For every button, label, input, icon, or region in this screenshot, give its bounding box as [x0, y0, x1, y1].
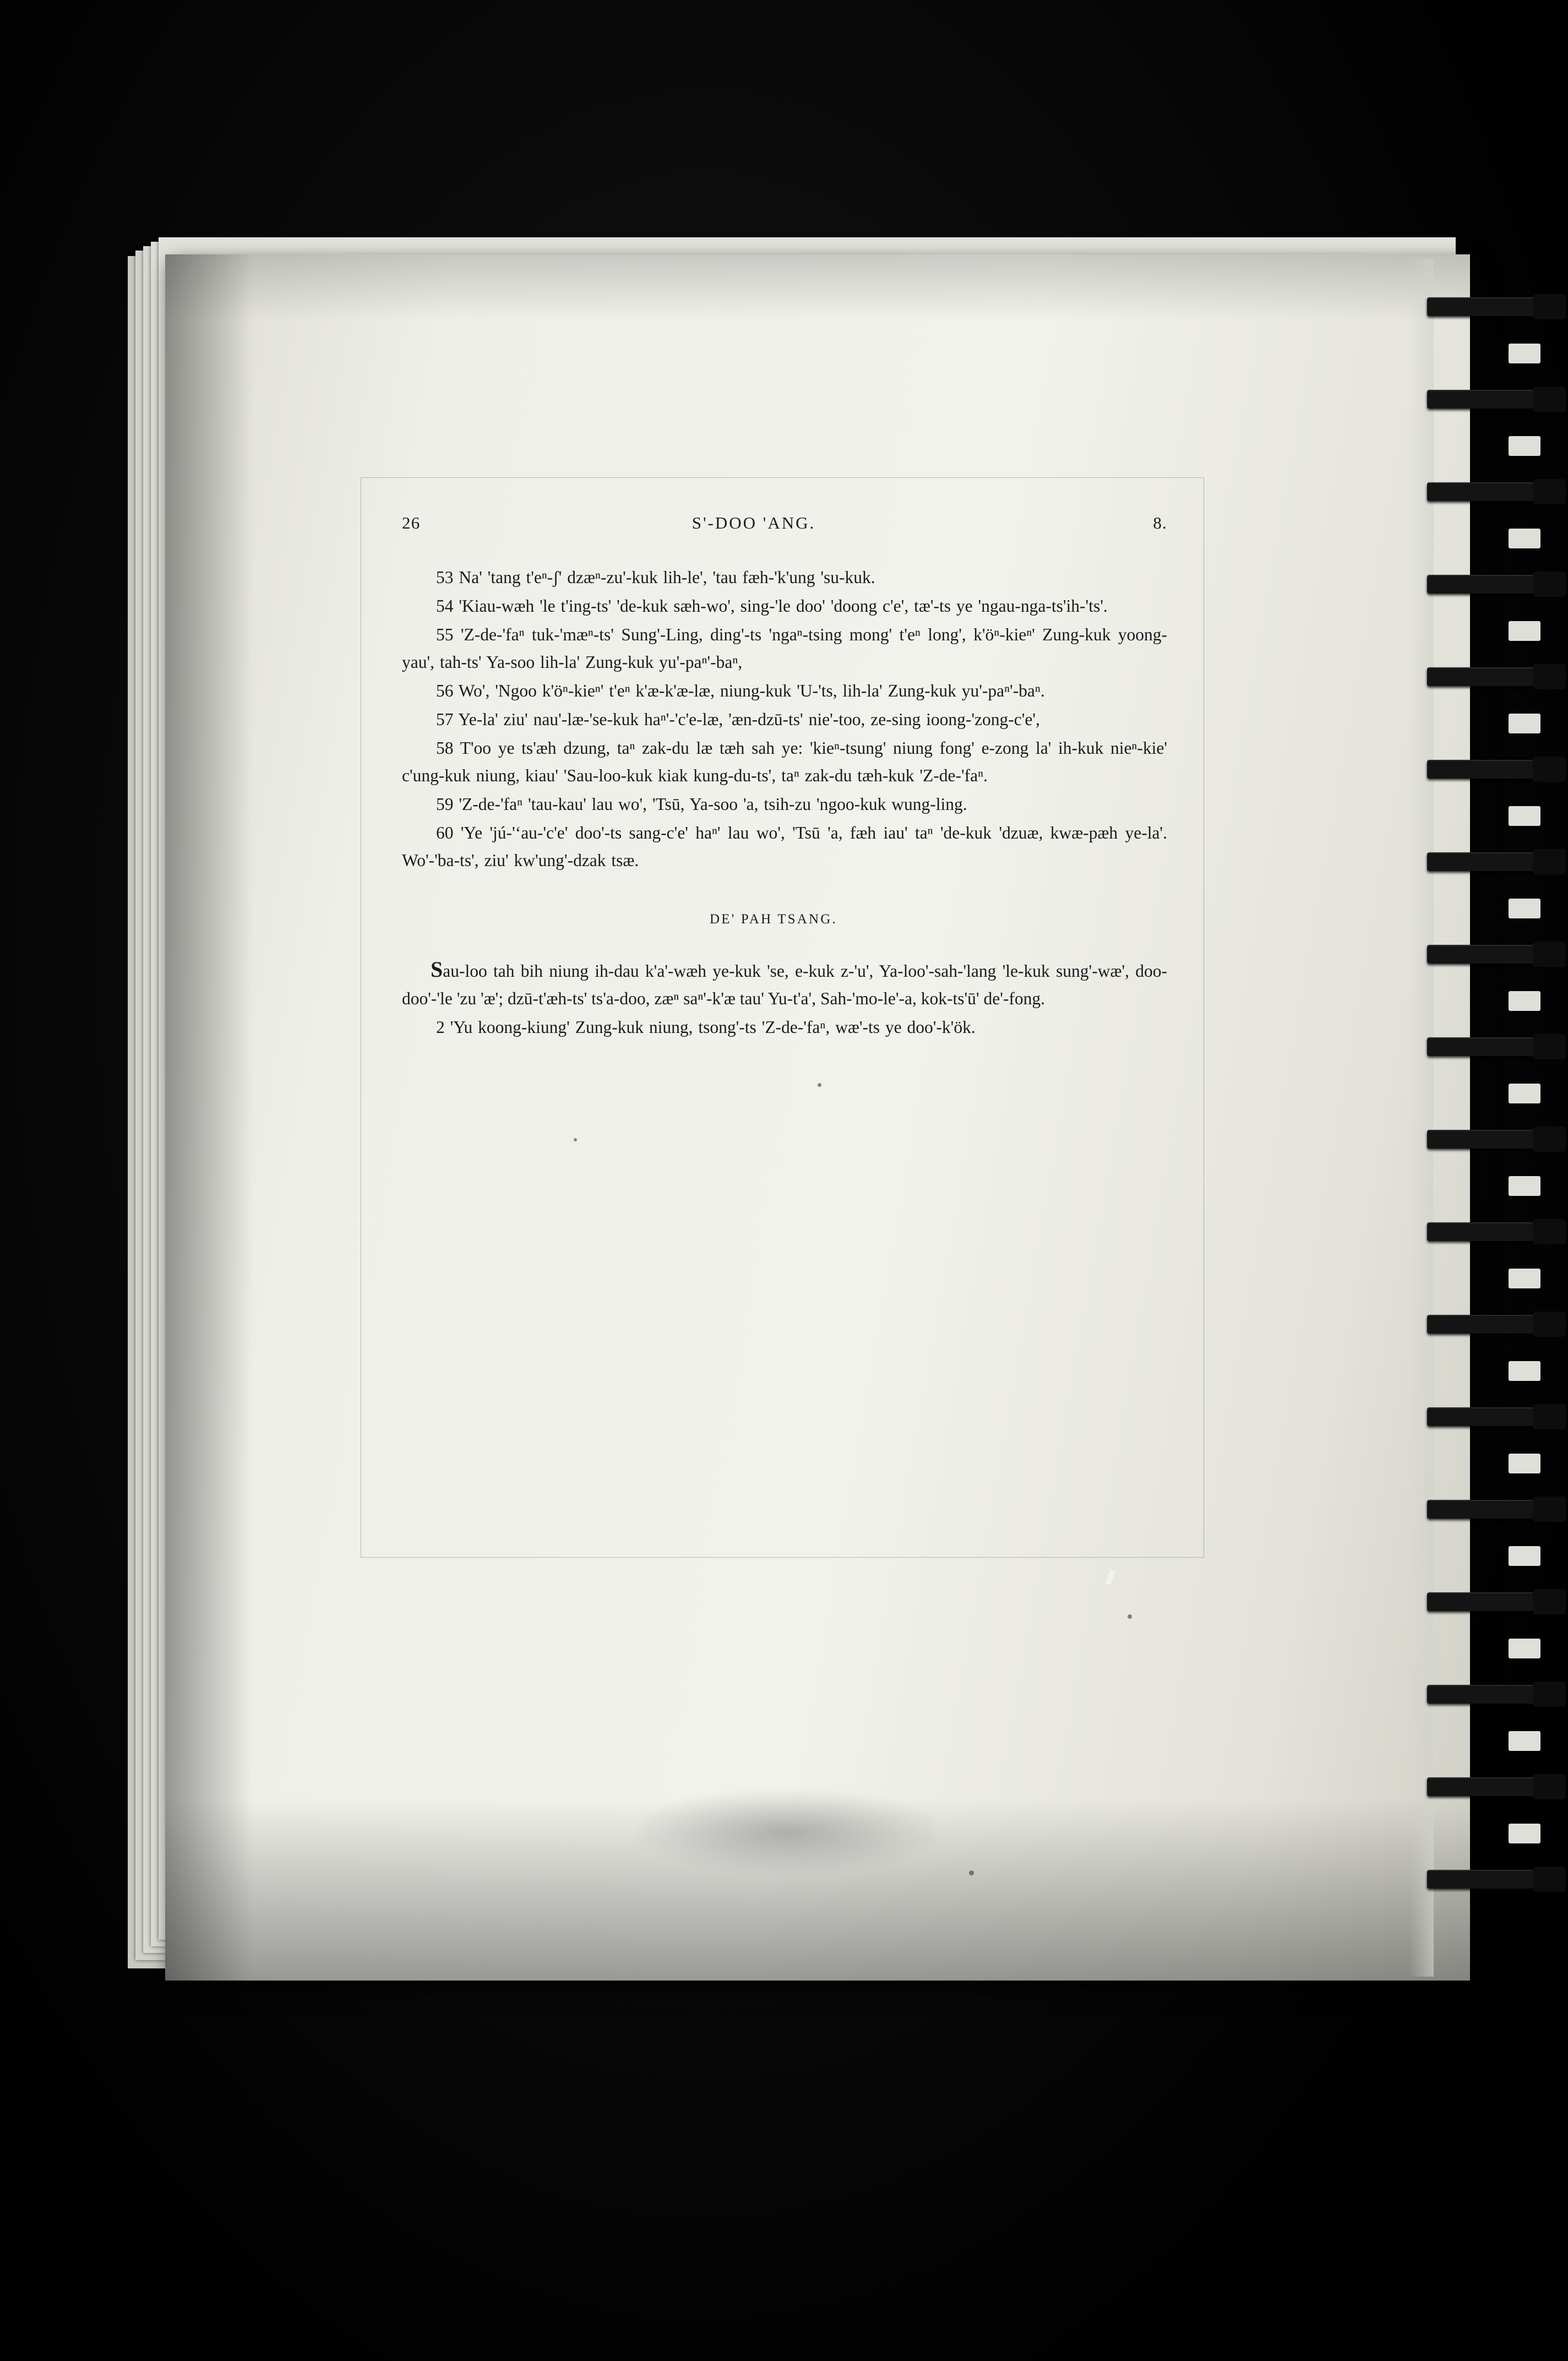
binding-comb-tooth — [1427, 482, 1543, 501]
binding-hole — [1509, 529, 1540, 548]
chapter-first-paragraph — [402, 956, 1167, 1013]
binding-comb-tooth — [1427, 667, 1543, 686]
binding-comb-tooth — [1427, 1222, 1543, 1241]
binding-hole — [1509, 1176, 1540, 1196]
binding-comb-tooth — [1427, 945, 1543, 964]
page-text-content — [402, 513, 1167, 1042]
binding-hole — [1509, 1454, 1540, 1473]
binding-hole — [1509, 991, 1540, 1011]
chapter-first-paragraph-text: au-loo tah bih niung ih-dau k'a'-wæh ye-kuk 'se, e-kuk z-'u', Ya-loo'-sah-'lang 'le-kuk sung'-wæ', doo-doo'-'le 'zu 'æ'; dzū-t'æh-ts' ts'a-doo, zæⁿ saⁿ'-k'æ tau' Yu-t'a', Sah-'mo-le'-a, kok-ts'ū' de'-fong. — [402, 961, 1167, 1008]
binding-comb-tooth — [1427, 1592, 1543, 1611]
book-page — [165, 254, 1470, 1981]
drop-capital: S — [431, 957, 443, 982]
binding-hole — [1509, 621, 1540, 641]
verse-57: 57 Ye-la' ziu' nau'-læ-'se-kuk haⁿ'-'c'e-læ, 'æn-dzū-ts' nie'-too, ze-sing ioong-'zong-c'e', — [436, 710, 1040, 729]
verse-53: 53 Na' 'tang t'eⁿ-ʃ' dzæⁿ-zu'-kuk lih-le', 'tau fæh-'k'ung 'su-kuk. — [436, 568, 875, 587]
page-number: 26 — [402, 513, 421, 532]
binding-hole — [1509, 714, 1540, 733]
binding-comb-tooth — [1427, 1500, 1543, 1519]
comb-binding — [1427, 286, 1568, 1955]
binding-hole — [1509, 1824, 1540, 1843]
page-top-shading — [165, 254, 1470, 320]
binding-hole — [1509, 344, 1540, 363]
binding-comb-tooth — [1427, 1037, 1543, 1056]
dust-speck — [818, 1083, 821, 1087]
binding-comb-tooth — [1427, 1407, 1543, 1426]
dust-speck — [574, 1138, 577, 1141]
binding-comb-tooth — [1427, 390, 1543, 409]
binding-hole — [1509, 1546, 1540, 1566]
page-gutter-shading — [165, 254, 253, 1981]
binding-hole — [1509, 1269, 1540, 1288]
binding-hole — [1509, 436, 1540, 456]
binding-hole — [1509, 899, 1540, 918]
binding-comb-tooth — [1427, 1777, 1543, 1796]
binding-hole — [1509, 1731, 1540, 1751]
binding-comb-tooth — [1427, 852, 1543, 871]
verse-55: 55 'Z-de-'faⁿ tuk-'mæⁿ-ts' Sung'-Ling, ding'-ts 'ngaⁿ-tsing mong' t'eⁿ long', k'öⁿ-kieⁿ' Zung-kuk yoong-yau', tah-ts' Ya-soo lih-la' Zung-kuk yu'-paⁿ'-baⁿ, — [402, 625, 1167, 672]
dust-speck — [1128, 1614, 1132, 1619]
paper-smudge — [639, 1791, 936, 1873]
verse-60: 60 'Ye 'jú-'‘au-'c'e' doo'-ts sang-c'e' haⁿ' lau wo', 'Tsū 'a, fæh iau' taⁿ 'de-kuk 'dzuæ, kwæ-pæh ye-la'. Wo'-'ba-ts', ziu' kw'ung'-dzak tsæ. — [402, 823, 1167, 870]
binding-comb-tooth — [1427, 1130, 1543, 1149]
binding-hole — [1509, 1639, 1540, 1658]
running-head — [402, 513, 1167, 533]
binding-comb-tooth — [1427, 297, 1543, 316]
binding-hole — [1509, 806, 1540, 826]
binding-comb-tooth — [1427, 575, 1543, 594]
binding-comb-tooth — [1427, 1315, 1543, 1334]
binding-hole — [1509, 1361, 1540, 1381]
binding-comb-tooth — [1427, 760, 1543, 779]
verse-59: 59 'Z-de-'faⁿ 'tau-kau' lau wo', 'Tsū, Ya-soo 'a, tsih-zu 'ngoo-kuk wung-ling. — [436, 795, 967, 814]
binding-hole — [1509, 1084, 1540, 1103]
chapter-verse-2: 2 'Yu koong-kiung' Zung-kuk niung, tsong'-ts 'Z-de-'faⁿ, wæ'-ts ye doo'-k'ök. — [436, 1018, 976, 1037]
binding-comb-tooth — [1427, 1870, 1543, 1889]
signature-mark: 8. — [1153, 513, 1167, 532]
section-heading: DE' PAH TSANG. — [710, 912, 837, 927]
binding-comb-tooth — [1427, 1685, 1543, 1704]
verse-56: 56 Wo', 'Ngoo k'öⁿ-kieⁿ' t'eⁿ k'æ-k'æ-læ, niung-kuk 'U-'ts, lih-la' Zung-kuk yu'-paⁿ'-baⁿ. — [436, 681, 1045, 700]
paper-scratch — [1106, 1570, 1115, 1585]
dust-speck — [969, 1870, 974, 1875]
verse-54: 54 'Kiau-wæh 'le t'ing-ts' 'de-kuk sæh-wo', sing-'le doo' 'doong c'e', tæ'-ts ye 'ngau-nga-ts'ih-'ts'. — [436, 596, 1108, 616]
verse-58: 58 T'oo ye ts'æh dzung, taⁿ zak-du læ tæh sah ye: 'kieⁿ-tsung' niung fong' e-zong la' ih-kuk nieⁿ-kie' c'ung-kuk niung, kiau' 'Sau-loo-kuk kiak kung-du-ts', taⁿ zak-du tæh-kuk 'Z-de-'faⁿ. — [402, 738, 1167, 785]
running-title: S'-DOO 'ANG. — [692, 513, 816, 532]
